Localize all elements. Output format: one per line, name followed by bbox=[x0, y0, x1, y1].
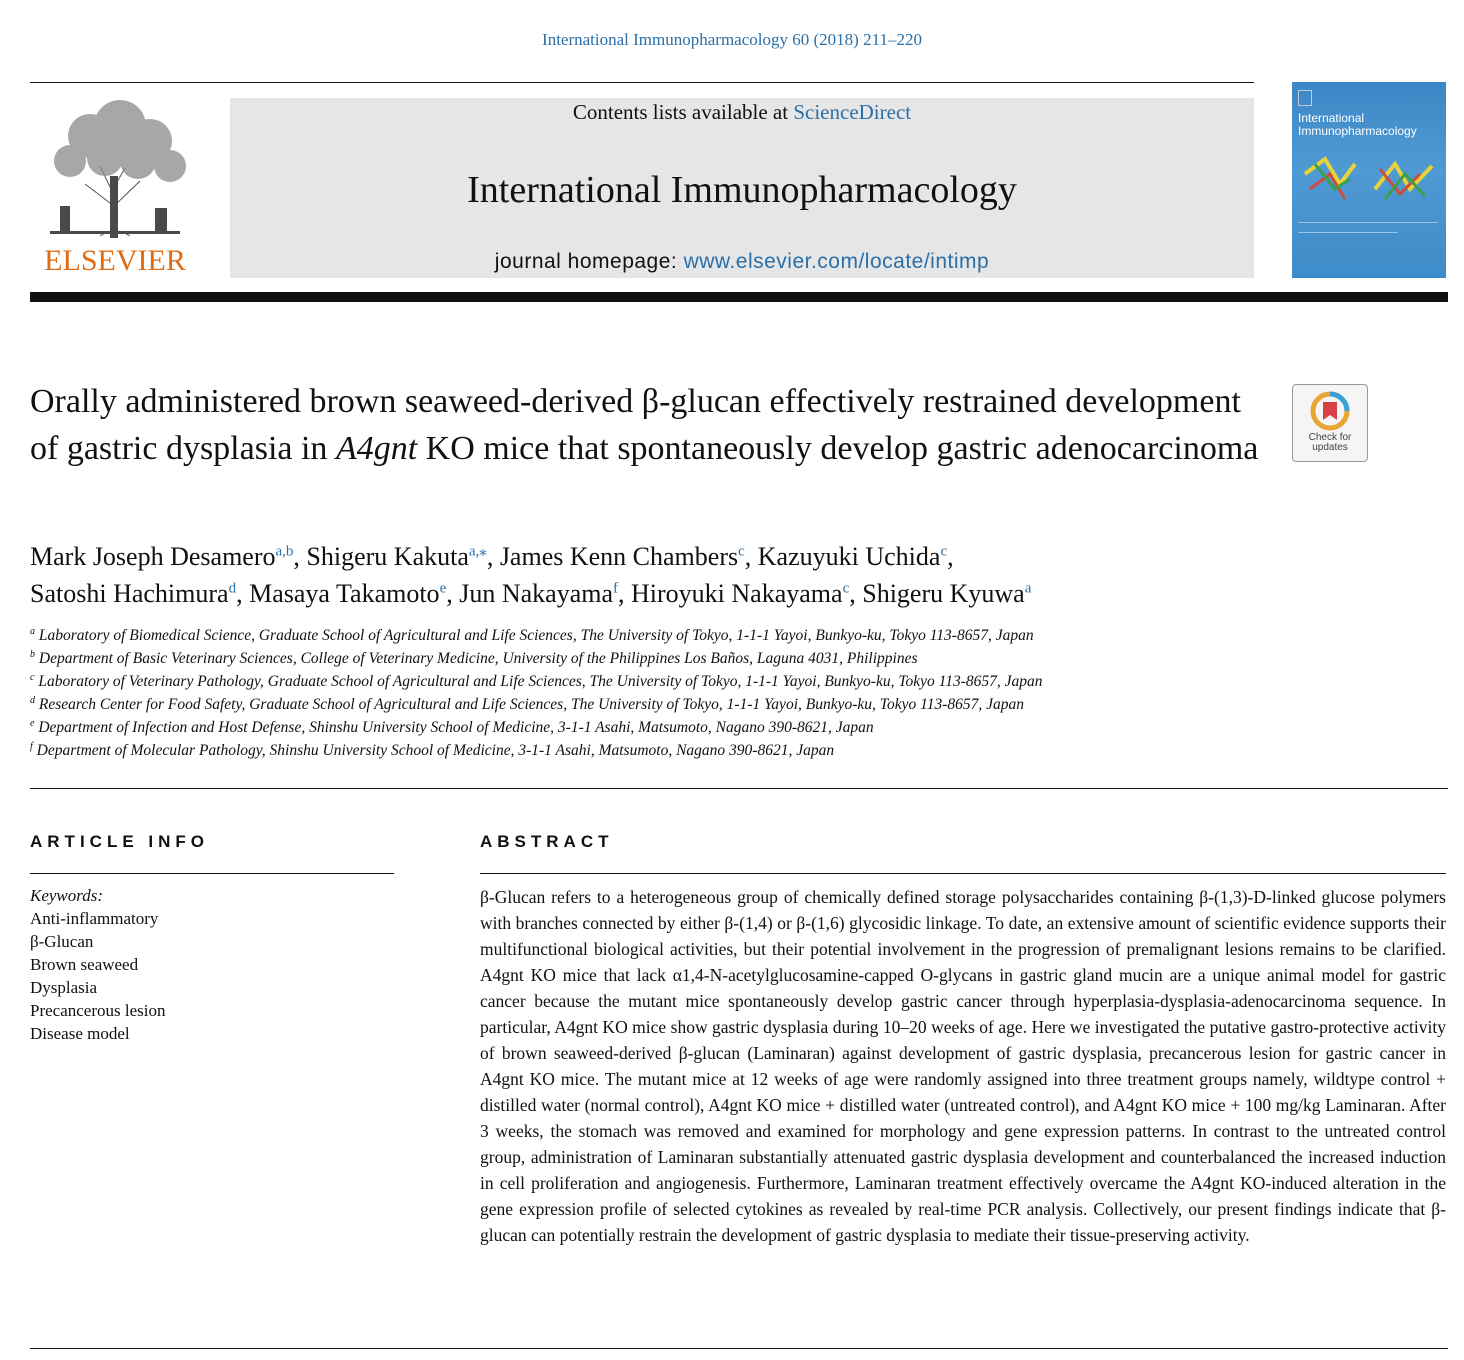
affiliation-key: f bbox=[30, 740, 33, 752]
author-affiliation-marker[interactable]: d bbox=[228, 580, 237, 597]
author-name[interactable]: Shigeru Kyuwa bbox=[862, 579, 1025, 608]
author-name[interactable]: Jun Nakayama bbox=[459, 579, 614, 608]
cover-molecule-icon bbox=[1300, 144, 1440, 214]
journal-cover-thumbnail[interactable] bbox=[1292, 82, 1446, 278]
author-affiliation-marker[interactable]: a,b bbox=[275, 543, 294, 560]
affiliation-list bbox=[30, 624, 1430, 762]
elsevier-logo[interactable] bbox=[30, 96, 200, 278]
author-affiliation-marker[interactable]: a,⁎ bbox=[468, 543, 487, 560]
affiliation-key: b bbox=[30, 648, 35, 660]
contents-prefix: Contents lists available at bbox=[572, 100, 794, 124]
affiliation-item bbox=[30, 739, 1430, 762]
homepage-line bbox=[230, 250, 1254, 274]
keyword-item[interactable]: β-Glucan bbox=[30, 932, 94, 951]
author-name[interactable]: Satoshi Hachimura bbox=[30, 579, 229, 608]
affiliation-text: Research Center for Food Safety, Graduate School of Agricultural and Life Sciences, The University of Tokyo, 1-1-1 Yayoi, Bunkyo-ku, Tokyo 113-8657, Japan bbox=[38, 696, 1024, 713]
affiliation-item bbox=[30, 647, 1430, 670]
title-part-2: KO mice that spontaneously develop gastric adenocarcinoma bbox=[417, 430, 1259, 467]
author-name[interactable]: Masaya Takamoto bbox=[249, 579, 440, 608]
affiliation-text: Department of Molecular Pathology, Shinshu University School of Medicine, 3-1-1 Asahi, Matsumoto, Nagano 390-8621, Japan bbox=[36, 742, 835, 759]
abstract-body bbox=[480, 884, 1446, 1248]
affiliation-key: c bbox=[30, 671, 35, 683]
elsevier-tree-icon bbox=[30, 96, 200, 246]
header-top-rule bbox=[30, 82, 1254, 83]
check-updates-label: Check for updates bbox=[1308, 432, 1352, 453]
elsevier-wordmark: ELSEVIER bbox=[44, 244, 186, 277]
affiliation-text: Department of Basic Veterinary Sciences, College of Veterinary Medicine, University of the Philippines Los Baños, Laguna 4031, Philippines bbox=[38, 650, 918, 667]
contents-line bbox=[230, 100, 1254, 125]
affiliation-text: Laboratory of Veterinary Pathology, Graduate School of Agricultural and Life Sciences, The University of Tokyo, 1-1-1 Yayoi, Bunkyo-ku, Tokyo 113-8657, Japan bbox=[38, 673, 1043, 690]
cover-line bbox=[1298, 222, 1438, 223]
author-list: Mark Joseph Desamero$^{a,b}$, Shigeru Kakuta$^{a,⁎}$, James Kenn Chambers$^c$, Kazuyuki Uchida$^c$, Satoshi Hachimura$^d$, Masaya Takamoto$^e$, Jun Nakayama$^f$, Hiroyuki Nakayama$^c$, Shigeru Kyuwa$^a$ bbox=[30, 542, 1032, 608]
affiliation-item bbox=[30, 693, 1430, 716]
keywords-label: Keywords: bbox=[30, 886, 104, 905]
affiliation-item bbox=[30, 624, 1430, 647]
homepage-prefix: journal homepage: bbox=[494, 250, 684, 273]
keyword-item[interactable]: Dysplasia bbox=[30, 978, 98, 997]
affiliation-key: a bbox=[30, 625, 35, 637]
abstract-text: β-Glucan refers to a heterogeneous group of chemically defined storage polysaccharides containing β-(1,3)-D-linked glucose polymers with branches connected by either β-(1,4) or β-(1,6) glycosidic linkage. To date, an extensive amount of scientific evidence supports their multifunctional biological activities, but their potential involvement in the progression of premalignant lesions remains to be clarified. A4gnt KO mice that lack α1,4-N-acetylglucosamine-capped O-glycans in gastric gland mucin are a unique animal model for gastric cancer because the mutant mice spontaneously develop gastric cancer through hyperplasia-dysplasia-adenocarcinoma sequence. In particular, A4gnt KO mice show gastric dysplasia during 10–20 weeks of age. Here we investigated the putative gastro-protective activity of brown seaweed-derived β-glucan (Laminaran) against development of gastric dysplasia, precancerous lesion for gastric cancer in A4gnt KO mice. The mutant mice at 12 weeks of age were randomly assigned into three treatment groups namely, wildtype control + distilled water (normal control), A4gnt KO mice + distilled water (untreated control), and A4gnt KO mice + 100 mg/kg Laminaran. After 3 weeks, the stomach was removed and examined for morphology and gene expression patterns. In contrast to the untreated control group, administration of Laminaran substantially attenuated gastric dysplasia development and counterbalanced the increased induction in cell proliferation and angiogenesis. Furthermore, Laminaran treatment effectively overcame the A4gnt KO-induced alteration in the gene expression profile of selected cytokines as revealed by real-time PCR analysis. Collectively, our present findings indicate that β-glucan can potentially restrain the development of gastric dysplasia to mediate their tissue-preserving activity. bbox=[480, 887, 1446, 1245]
sciencedirect-link[interactable]: ScienceDirect bbox=[793, 100, 912, 124]
author-name[interactable]: James Kenn Chambers bbox=[499, 542, 739, 571]
affiliation-item bbox=[30, 670, 1430, 693]
author-affiliation-marker[interactable]: a bbox=[1024, 580, 1032, 597]
keyword-item[interactable]: Anti-inflammatory bbox=[30, 909, 159, 928]
journal-citation: International Immunopharmacology 60 (2018) 211–220 bbox=[542, 30, 922, 49]
affiliation-key: d bbox=[30, 694, 35, 706]
bottom-rule bbox=[30, 1348, 1448, 1349]
journal-homepage-link[interactable]: www.elsevier.com/locate/intimp bbox=[683, 250, 990, 273]
author-affiliation-marker[interactable]: c bbox=[940, 543, 948, 560]
check-updates-icon bbox=[1310, 391, 1350, 431]
article-title bbox=[30, 378, 1270, 472]
check-for-updates-button[interactable] bbox=[1292, 384, 1368, 462]
abstract-rule bbox=[480, 873, 1446, 874]
keyword-item[interactable]: Disease model bbox=[30, 1024, 130, 1043]
title-gene-name: A4gnt bbox=[335, 430, 418, 467]
keyword-item[interactable]: Precancerous lesion bbox=[30, 1001, 166, 1020]
affiliation-item bbox=[30, 716, 1430, 739]
affiliation-text: Department of Infection and Host Defense, Shinshu University School of Medicine, 3-1-1 Asahi, Matsumoto, Nagano 390-8621, Japan bbox=[38, 719, 874, 736]
author-affiliation-marker[interactable]: e bbox=[439, 580, 447, 597]
author-affiliation-marker[interactable]: c bbox=[738, 543, 745, 560]
journal-banner bbox=[230, 98, 1254, 278]
title-part-1: Orally administered brown seaweed-derived β-glucan effectively restrained development of gastric dysplasia in bbox=[30, 383, 1241, 467]
article-info-rule bbox=[30, 873, 394, 874]
article-info-heading: ARTICLE INFO bbox=[30, 832, 209, 851]
author-name[interactable]: Mark Joseph Desamero bbox=[30, 542, 276, 571]
journal-name: International Immunopharmacology bbox=[467, 169, 1017, 211]
section-rule bbox=[30, 788, 1448, 789]
keyword-item[interactable]: Brown seaweed bbox=[30, 955, 139, 974]
cover-logo-icon bbox=[1298, 90, 1312, 106]
header-thick-rule bbox=[30, 292, 1448, 302]
author-name[interactable]: Hiroyuki Nakayama bbox=[631, 579, 843, 608]
cover-line bbox=[1298, 232, 1398, 233]
author-name[interactable]: Shigeru Kakuta bbox=[306, 542, 469, 571]
author-affiliation-marker[interactable]: f bbox=[613, 580, 619, 597]
keywords-list bbox=[30, 884, 390, 1045]
affiliation-key: e bbox=[30, 717, 35, 729]
affiliation-text: Laboratory of Biomedical Science, Graduate School of Agricultural and Life Sciences, The University of Tokyo, 1-1-1 Yayoi, Bunkyo-ku, Tokyo 113-8657, Japan bbox=[38, 627, 1034, 644]
author-affiliation-marker[interactable]: c bbox=[842, 580, 850, 597]
abstract-heading: ABSTRACT bbox=[480, 832, 614, 851]
cover-title: International Immunopharmacology bbox=[1298, 111, 1417, 138]
author-name[interactable]: Kazuyuki Uchida bbox=[757, 542, 941, 571]
